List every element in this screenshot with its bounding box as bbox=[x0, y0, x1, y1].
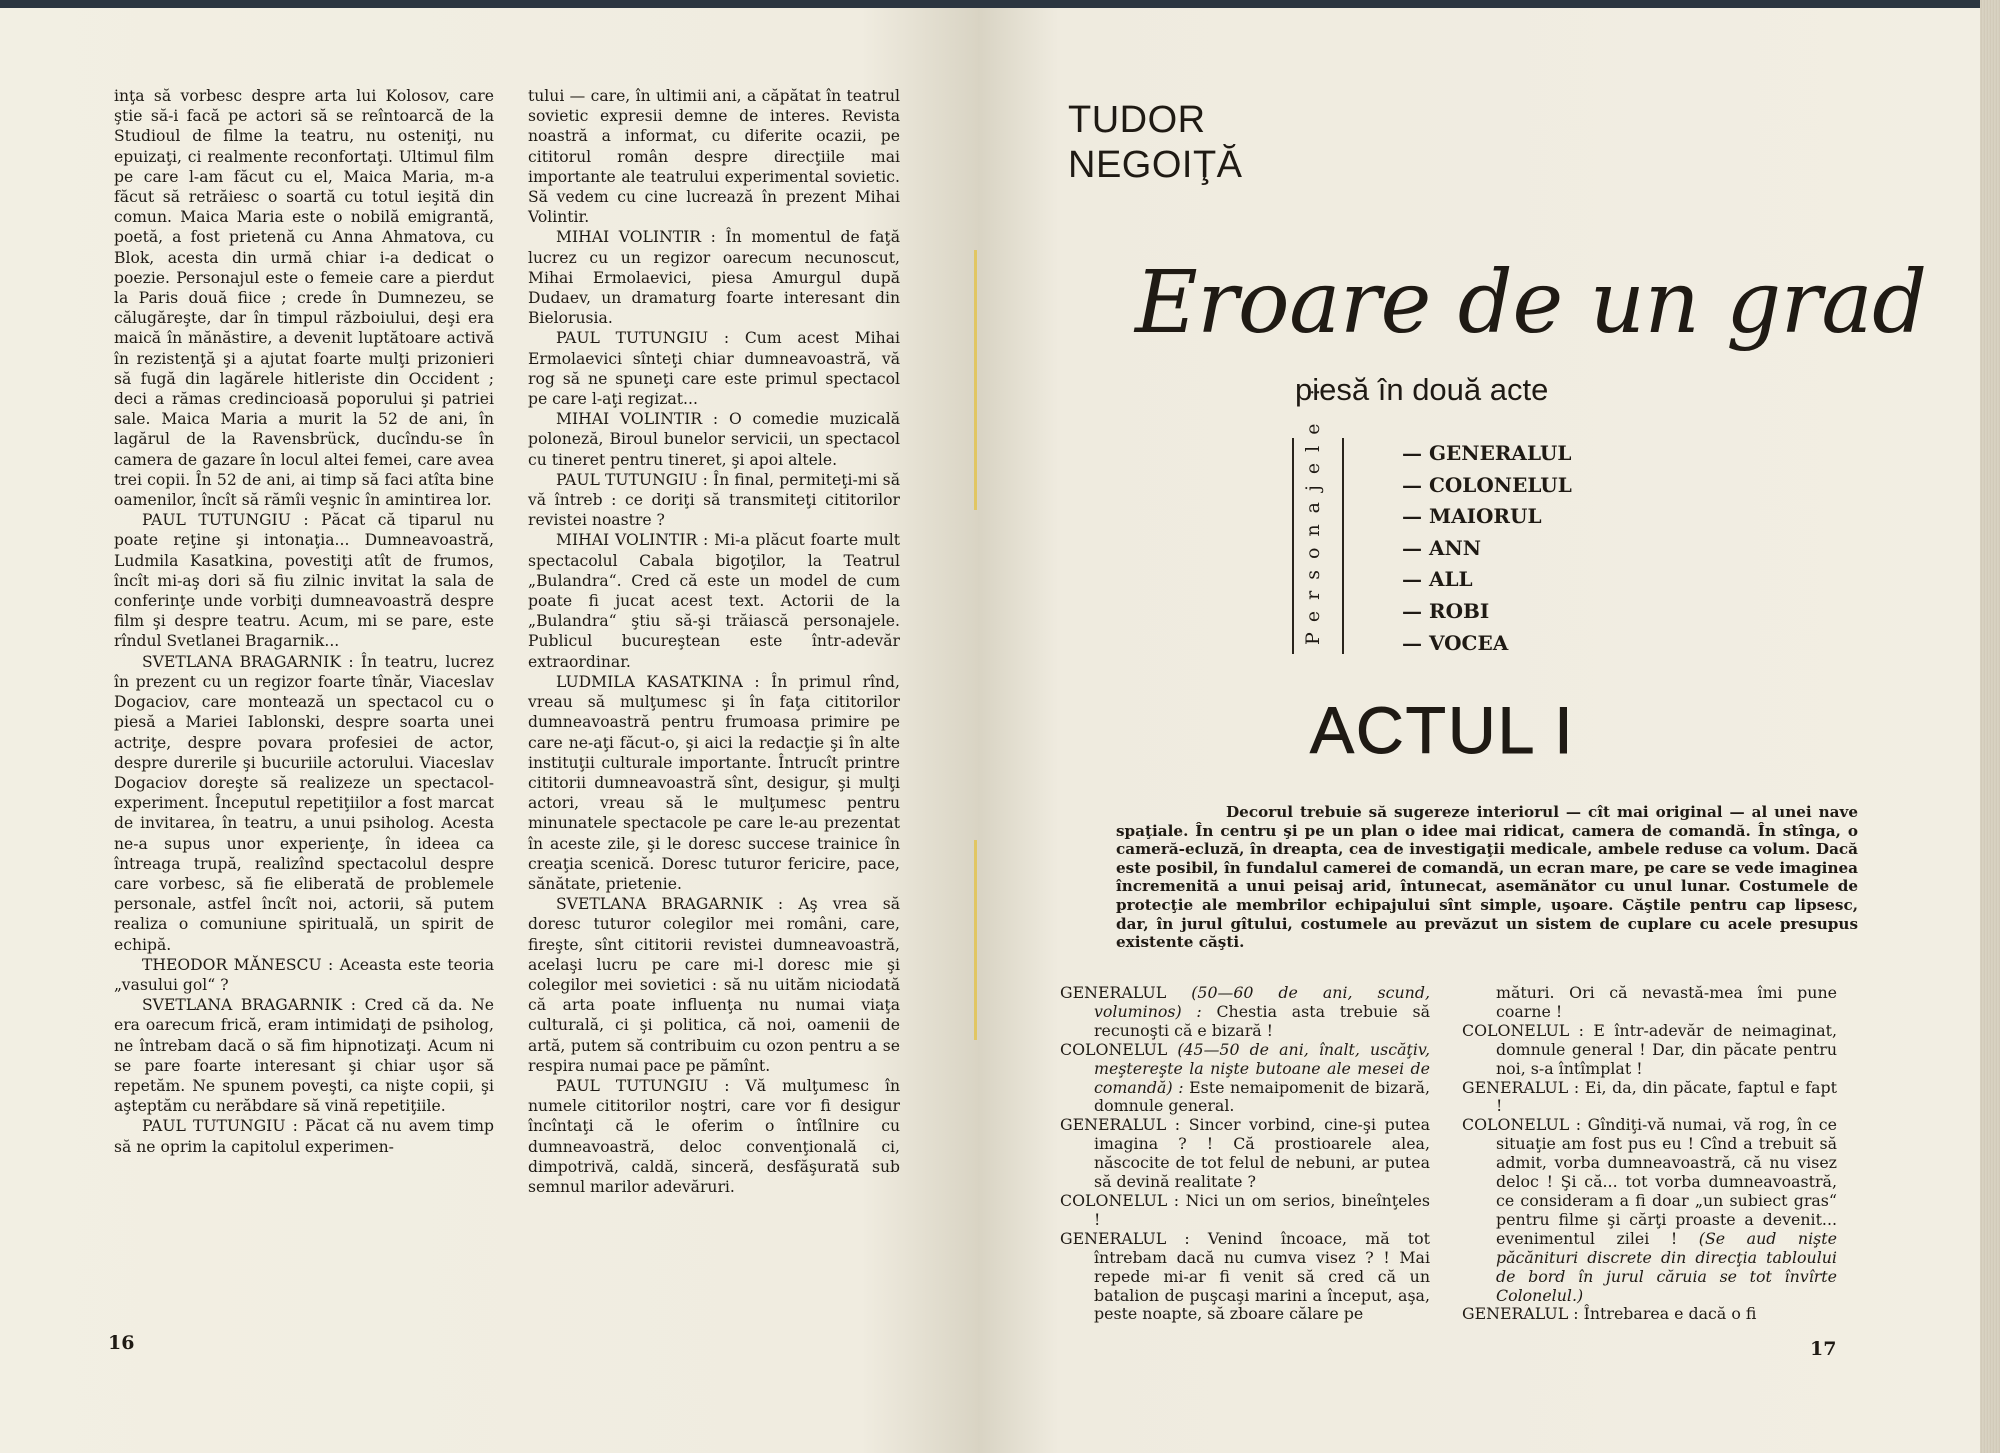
cast-item: — ALL bbox=[1402, 567, 1473, 592]
line-text: Sincer vorbind, cine-şi putea imagina ? ! Că prostioarele alea, născocite de tot felul de nebuni, ar putea să devină realitate ? bbox=[1094, 1115, 1430, 1192]
cast-item: — ROBI bbox=[1402, 598, 1490, 623]
left-page-column-2 bbox=[528, 86, 900, 1197]
author-name bbox=[1068, 98, 1243, 188]
cast-item: — VOCEA bbox=[1402, 630, 1509, 655]
binding-mark bbox=[974, 250, 977, 510]
paragraph: tului — care, în ultimii ani, a căpătat în teatrul sovietic expresii demne de interes. Revista noastră a informat, cu diferite ocazii, pe cititorul român despre direcţiile mai importante ale teatrului experimental sovietic. Să vedem cu cine lucrează în prezent Mihai Volintir. bbox=[528, 87, 900, 227]
author-last-name: NEGOIŢĂ bbox=[1068, 144, 1243, 186]
author-first-name: TUDOR bbox=[1068, 99, 1206, 141]
paragraph: PAUL TUTUNGIU : Păcat că tiparul nu poate reţine şi intonaţia... Dumneavoastră, Ludmila Kasatkina, povestiţi atît de frumos, încît mi-aş dori să fiu zilnic invitat la sala de conferinţe unde vorbiţi dumneavoastră despre film şi despre teatru. Acum, mi se pare, este rîndul Svetlanei Bragarnik... bbox=[114, 511, 494, 651]
speaker: GENERALUL : bbox=[1060, 1228, 1190, 1248]
page-edges bbox=[1980, 0, 2000, 1453]
stage-direction: (Se aud nişte păcănituri discrete din direcţia tabloului de bord în jurul căruia se tot învîrte Colonelul.) bbox=[1496, 1228, 1837, 1305]
speaker: GENERALUL bbox=[1060, 983, 1167, 1002]
dialogue-line bbox=[1060, 1041, 1430, 1117]
cast-rule-right bbox=[1342, 438, 1344, 654]
dialogue-line bbox=[1060, 1192, 1430, 1230]
dialogue-line bbox=[1462, 1079, 1837, 1117]
cast-item: — GENERALUL bbox=[1402, 441, 1572, 465]
line-text: Gîndiţi-vă numai, vă rog, în ce situaţie am fost pus eu ! Cînd a trebuit să admit, vorba dumneavoastră, că nu visez deloc ! Şi că... tot vorba dumneavoastră, ce consideram a fi doar „un subiect gras“ pentru filme şi cărţi proaste a devenit... evenimentul zilei ! bbox=[1496, 1115, 1837, 1248]
line-text: E într-adevăr de neimaginat, domnule general ! Dar, din păcate pentru noi, s-a întîmplat ! bbox=[1496, 1020, 1837, 1078]
line-text: Nici un om serios, bineînţeles ! bbox=[1094, 1190, 1431, 1229]
speaker: GENERALUL : bbox=[1462, 1077, 1580, 1097]
cast-item: — ANN bbox=[1402, 535, 1482, 560]
play-title: Eroare de un grad bbox=[1135, 253, 1927, 353]
dialogue-column-1 bbox=[1060, 984, 1430, 1324]
dialogue-line bbox=[1462, 1116, 1837, 1305]
dialogue-continuation: mături. Ori că nevastă-mea îmi pune coarne ! bbox=[1496, 983, 1837, 1021]
paragraph: PAUL TUTUNGIU : Cum acest Mihai Ermolaevici sînteţi chiar dumneavoastră, vă rog să ne spuneţi care este primul spectacol pe care l-aţi regizat... bbox=[528, 329, 900, 409]
stage-directions bbox=[1116, 803, 1858, 952]
act-heading: ACTUL I bbox=[1310, 693, 1575, 767]
cast-label: Personajele : bbox=[1302, 378, 1324, 645]
cast-item: — COLONELUL bbox=[1402, 472, 1572, 497]
dialogue-line bbox=[1462, 1305, 1837, 1324]
binding-mark bbox=[974, 840, 977, 1040]
page-number-left: 16 bbox=[108, 1332, 135, 1354]
cast-list bbox=[1402, 438, 1572, 659]
speaker: COLONELUL : bbox=[1060, 1190, 1180, 1210]
page-number-right: 17 bbox=[1810, 1338, 1837, 1360]
dialogue-line bbox=[1060, 1116, 1430, 1192]
dialogue-line bbox=[1060, 1230, 1430, 1325]
paragraph: PAUL TUTUNGIU : Vă mulţumesc în numele cititorilor noştri, care vor fi desigur încîntaţi că le oferim o întîlnire cu dumneavoastră, deloc convenţională ci, dimpotrivă, caldă, sinceră, desfăşurată sub semnul marilor adevăruri. bbox=[528, 1076, 900, 1196]
cast-item: — MAIORUL bbox=[1402, 504, 1542, 529]
line-text: Ei, da, din păcate, faptul e fapt ! bbox=[1496, 1077, 1837, 1116]
paragraph: PAUL TUTUNGIU : Păcat că nu avem timp să ne oprim la capitolul experimen- bbox=[114, 1117, 494, 1156]
paragraph: SVETLANA BRAGARNIK : În teatru, lucrez în prezent cu un regizor foarte tînăr, Viaceslav Dogaciov, care montează un spectacol cu o piesă a Mariei Iablonski, despre soarta unei actriţe, despre povara profesiei de actor, despre durerile şi bucuriile actorului. Viaceslav Dogaciov doreşte să realizeze un spectacol-experiment. Începutul repetiţiilor a fost marcat de invitarea, în teatru, a unui psiholog. Acesta ne-a supus unor experienţe, în ideea ca întreaga trupă, realizînd spectacolul despre care vorbesc, să fie eliberată de problemele personale, astfel încît noi, actorii, să putem realiza o comuniune spirituală, un spirit de echipă. bbox=[114, 652, 494, 954]
speaker: COLONELUL : bbox=[1462, 1115, 1582, 1135]
line-text: Întrebarea e dacă o fi bbox=[1583, 1304, 1757, 1324]
paragraph: THEODOR MĂNESCU : Aceasta este teoria „vasului gol“ ? bbox=[114, 955, 494, 994]
line-text: Venind încoace, mă tot întrebam dacă nu cumva visez ? ! Mai repede mi-ar fi venit să cred că un batalion de puşcaşi marini a început, aşa, peste noapte, să zboare călare pe bbox=[1094, 1228, 1430, 1324]
paragraph: SVETLANA BRAGARNIK : Aş vrea să doresc tuturor colegilor mei români, care, fireşte, sînt cititorii revistei dumneavoastră, acelaşi lucru pe care mi-l doresc mie şi colegilor mei sovietici : să nu uităm niciodată că arta poate influenţa nu numai viaţa culturală, ci şi politica, că noi, oamenii de artă, putem să contribuim cu ozon pentru a se respira numai pace pe pămînt. bbox=[528, 895, 900, 1075]
paragraph: MIHAI VOLINTIR : O comedie muzicală poloneză, Biroul bunelor servicii, un spectacol cu tineret pentru tineret, şi apoi altele. bbox=[528, 410, 900, 469]
paragraph: inţa să vorbesc despre arta lui Kolosov, care ştie să-i facă pe actori să se reîntoarcă de la Studioul de filme la teatru, nu osteniţi, nu epuizaţi, ci realmente reconfortaţi. Ultimul film pe care l-am făcut cu el, Maica Maria, m-a făcut să retrăiesc o soartă cu totul ieşită din comun. Maica Maria este o nobilă emigrantă, poetă, a fost prietenă cu Anna Ahmatova, cu Blok, acesta din urmă chiar i-a dedicat o poezie. Personajul este o femeie care a pierdut la Paris două fiice ; crede în Dumnezeu, se călugăreşte, dar în timpul războiului, deşi era maică în mănăstire, a devenit luptătoare activă în rezistenţă şi a ajutat foarte mulţi prizonieri să fugă din lagărele hitleriste din Occident ; deci a rămas credincioasă poporului şi patriei sale. Maica Maria a murit la 52 de ani, în lagărul de la Ravensbrück, ducîndu-se în camera de gazare în locul altei femei, care avea trei copii. În 52 de ani, ai timp să faci atîta bine oamenilor, încît să rămîi veşnic în amintirea lor. bbox=[114, 87, 494, 510]
dialogue-line bbox=[1462, 1022, 1837, 1079]
play-subtitle: piesă în două acte bbox=[1295, 372, 1549, 407]
left-page-column-1 bbox=[114, 86, 494, 1157]
stage-direction-text: Decorul trebuie să sugereze interiorul — cît mai original — al unei nave spaţiale. În centru şi pe un plan o idee mai ridicat, camera de comandă. În stînga, o cameră-ecluză, în dreapta, cea de investigaţii medicale, ambele reduse ca volum. Dacă este posibil, în fundalul camerei de comandă, un ecran mare, pe care se vede imaginea încremenită a unui peisaj arid, întunecat, asemănător cu unul lunar. Costumele de protecţie ale membrilor echipajului sînt simple, uşoare. Căştile pentru cap lipsesc, dar, în jurul gîtului, costumele au prevăzut un sistem de cuplare cu acele presupus existente căşti. bbox=[1116, 803, 1858, 952]
speaker: GENERALUL : bbox=[1060, 1115, 1181, 1135]
cast-rule-left bbox=[1292, 438, 1294, 654]
stage-direction: (45—50 de ani, înalt, uscăţiv, meştereşte la nişte butoane ale mesei de comandă) : bbox=[1094, 1039, 1430, 1097]
line-text: Chestia asta trebuie să recunoşti că e bizară ! bbox=[1094, 1001, 1430, 1040]
paragraph: MIHAI VOLINTIR : Mi-a plăcut foarte mult spectacolul Cabala bigoţilor, la Teatrul „Bulandra“. Cred că este un model de cum poate fi jucat acest text. Actorii de la „Bulandra“ ştiu să-şi trăiască personajele. Publicul bucureştean este într-adevăr extraordinar. bbox=[528, 531, 900, 671]
dialogue-column-2 bbox=[1462, 984, 1837, 1324]
paragraph: LUDMILA KASATKINA : În primul rînd, vreau să mulţumesc şi în faţa cititorilor dumneavoastră pentru frumoasa primire pe care ne-aţi făcut-o, şi aici la redacţie şi în alte instituţii culturale importante. Întrucît printre cititorii dumneavoastră sînt, desigur, şi mulţi actori, vreau să le mulţumesc pentru minunatele spectacole pe care le-au prezentat în aceste zile, şi le doresc succese trainice în creaţia scenică. Doresc tuturor fericire, pace, sănătate, prietenie. bbox=[528, 672, 900, 893]
dialogue-line bbox=[1060, 984, 1430, 1041]
speaker: COLONELUL : bbox=[1462, 1020, 1584, 1040]
paragraph: PAUL TUTUNGIU : În final, permiteţi-mi să vă întreb : ce doriţi să transmiteţi cititorilor revistei noastre ? bbox=[528, 470, 900, 530]
paragraph: MIHAI VOLINTIR : În momentul de faţă lucrez cu un regizor oarecum necunoscut, Mihai Ermolaevici, piesa Amurgul după Dudaev, un dramaturg foarte interesant din Bielorusia. bbox=[528, 228, 900, 328]
speaker: GENERALUL : bbox=[1462, 1304, 1579, 1324]
line-text: Este nemaipomenit de bizară, domnule general. bbox=[1094, 1077, 1430, 1116]
speaker: COLONELUL bbox=[1060, 1039, 1168, 1059]
paragraph: SVETLANA BRAGARNIK : Cred că da. Ne era oarecum frică, eram intimidaţi de psiholog, ne întrebam dacă o să fim hipnotizaţi. Acum ni se pare foarte interesant şi chiar uşor să repetăm. Ne spunem poveşti, ca nişte copii, şi aşteptăm cu nerăbdare să vină repetiţiile. bbox=[114, 996, 494, 1116]
left-page bbox=[0, 8, 978, 1453]
stage-direction: (50—60 de ani, scund, voluminos) : bbox=[1094, 983, 1430, 1021]
